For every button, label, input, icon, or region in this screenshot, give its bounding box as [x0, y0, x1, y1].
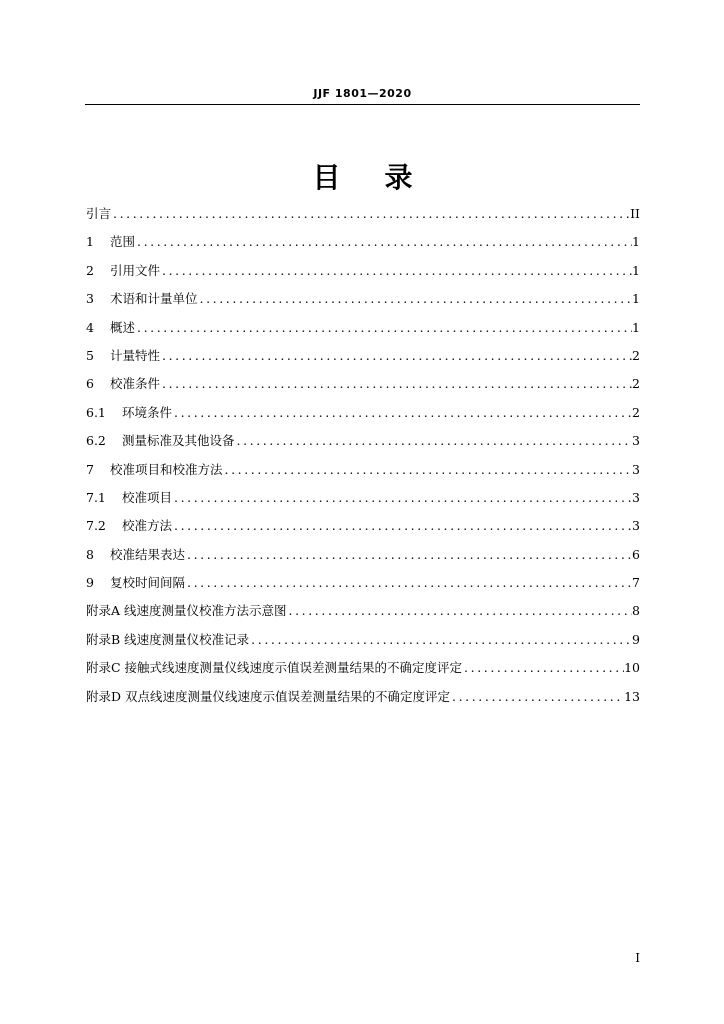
toc-leader-dots — [160, 257, 632, 285]
toc-entry-label: 校准方法 — [122, 518, 173, 534]
toc-entry-6-2[interactable] — [86, 427, 640, 455]
toc-entry-page: 1 — [632, 262, 640, 278]
toc-entry-label: 复校时间间隔 — [110, 575, 186, 591]
toc-entry-number: 3 — [86, 291, 94, 307]
toc-entry-page: 3 — [632, 518, 640, 534]
toc-leader-dots — [185, 541, 632, 569]
toc-entry-page: 13 — [624, 688, 640, 704]
table-of-contents — [86, 200, 640, 711]
toc-entry-page: 2 — [632, 404, 640, 420]
toc-leader-dots — [235, 427, 633, 455]
toc-entry-label: 环境条件 — [122, 404, 173, 420]
toc-entry-page: 3 — [632, 433, 640, 449]
toc-entry-label: 附录B 线速度测量仪校准记录 — [86, 631, 250, 647]
toc-entry-label: 概述 — [110, 319, 136, 335]
toc-entry-page: 10 — [624, 660, 640, 676]
toc-entry-appendix-c[interactable] — [86, 654, 640, 682]
toc-leader-dots — [172, 399, 632, 427]
toc-entry-page: 1 — [632, 319, 640, 335]
toc-entry-label: 引言 — [86, 206, 112, 221]
toc-leader-dots — [223, 456, 633, 484]
toc-leader-dots — [450, 683, 624, 711]
toc-entry-label: 范围 — [110, 234, 136, 250]
toc-leader-dots — [185, 569, 632, 597]
toc-entry-label: 校准条件 — [110, 376, 161, 392]
toc-entry-label: 附录A 线速度测量仪校准方法示意图 — [86, 603, 287, 619]
toc-entry-page: 3 — [632, 489, 640, 505]
toc-leader-dots — [287, 597, 633, 625]
toc-entry-appendix-d[interactable] — [86, 683, 640, 711]
toc-entry-number: 7.1 — [86, 489, 106, 505]
page-title: 目录 — [312, 161, 457, 194]
toc-entry-7-1[interactable] — [86, 484, 640, 512]
toc-leader-dots — [462, 654, 624, 682]
toc-entry-number: 5 — [86, 347, 94, 363]
footer-page-number: I — [635, 951, 640, 965]
toc-entry-page: II — [630, 206, 640, 221]
toc-entry-appendix-a[interactable] — [86, 597, 640, 625]
toc-entry-page: 2 — [632, 347, 640, 363]
toc-entry-label: 校准结果表达 — [110, 546, 186, 562]
toc-entry-8[interactable] — [86, 541, 640, 569]
toc-entry-2[interactable] — [86, 257, 640, 285]
toc-entry-number: 7 — [86, 461, 94, 477]
toc-entry-number: 7.2 — [86, 518, 106, 534]
toc-entry-page: 6 — [632, 546, 640, 562]
toc-entry-label: 计量特性 — [110, 347, 161, 363]
toc-leader-dots — [249, 626, 632, 654]
toc-entry-label: 术语和计量单位 — [110, 291, 198, 307]
toc-leader-dots — [135, 228, 632, 256]
header-rule — [85, 104, 640, 105]
toc-leader-dots — [111, 200, 630, 228]
toc-entry-page: 3 — [632, 461, 640, 477]
toc-entry-foreword[interactable] — [86, 200, 640, 228]
toc-entry-6-1[interactable] — [86, 399, 640, 427]
toc-entry-1[interactable] — [86, 228, 640, 256]
toc-entry-number: 1 — [86, 234, 94, 250]
toc-entry-appendix-b[interactable] — [86, 626, 640, 654]
toc-entry-page: 1 — [632, 291, 640, 307]
toc-entry-page: 9 — [632, 631, 640, 647]
toc-entry-page: 2 — [632, 376, 640, 392]
toc-entry-6[interactable] — [86, 370, 640, 398]
toc-entry-page: 8 — [632, 603, 640, 619]
toc-entry-7-2[interactable] — [86, 512, 640, 540]
toc-entry-9[interactable] — [86, 569, 640, 597]
toc-entry-4[interactable] — [86, 314, 640, 342]
toc-leader-dots — [160, 342, 632, 370]
toc-entry-3[interactable] — [86, 285, 640, 313]
running-header: JJF 1801—2020 — [313, 87, 412, 100]
toc-entry-page: 1 — [632, 234, 640, 250]
toc-entry-number: 4 — [86, 319, 94, 335]
toc-entry-number: 8 — [86, 546, 94, 562]
toc-entry-7[interactable] — [86, 456, 640, 484]
toc-entry-number: 9 — [86, 575, 94, 591]
toc-entry-number: 6 — [86, 376, 94, 392]
toc-leader-dots — [172, 512, 632, 540]
toc-entry-page: 7 — [632, 575, 640, 591]
toc-leader-dots — [172, 484, 632, 512]
toc-leader-dots — [198, 285, 633, 313]
toc-leader-dots — [160, 370, 632, 398]
toc-entry-label: 引用文件 — [110, 262, 161, 278]
toc-entry-number: 6.2 — [86, 433, 106, 449]
toc-entry-number: 2 — [86, 262, 94, 278]
toc-leader-dots — [135, 314, 632, 342]
toc-entry-label: 附录D 双点线速度测量仪线速度示值误差测量结果的不确定度评定 — [86, 688, 450, 704]
toc-entry-label: 测量标准及其他设备 — [122, 433, 235, 449]
toc-entry-label: 附录C 接触式线速度测量仪线速度示值误差测量结果的不确定度评定 — [86, 660, 463, 676]
toc-entry-5[interactable] — [86, 342, 640, 370]
toc-entry-label: 校准项目 — [122, 489, 173, 505]
toc-entry-number: 6.1 — [86, 404, 106, 420]
toc-entry-label: 校准项目和校准方法 — [110, 461, 223, 477]
